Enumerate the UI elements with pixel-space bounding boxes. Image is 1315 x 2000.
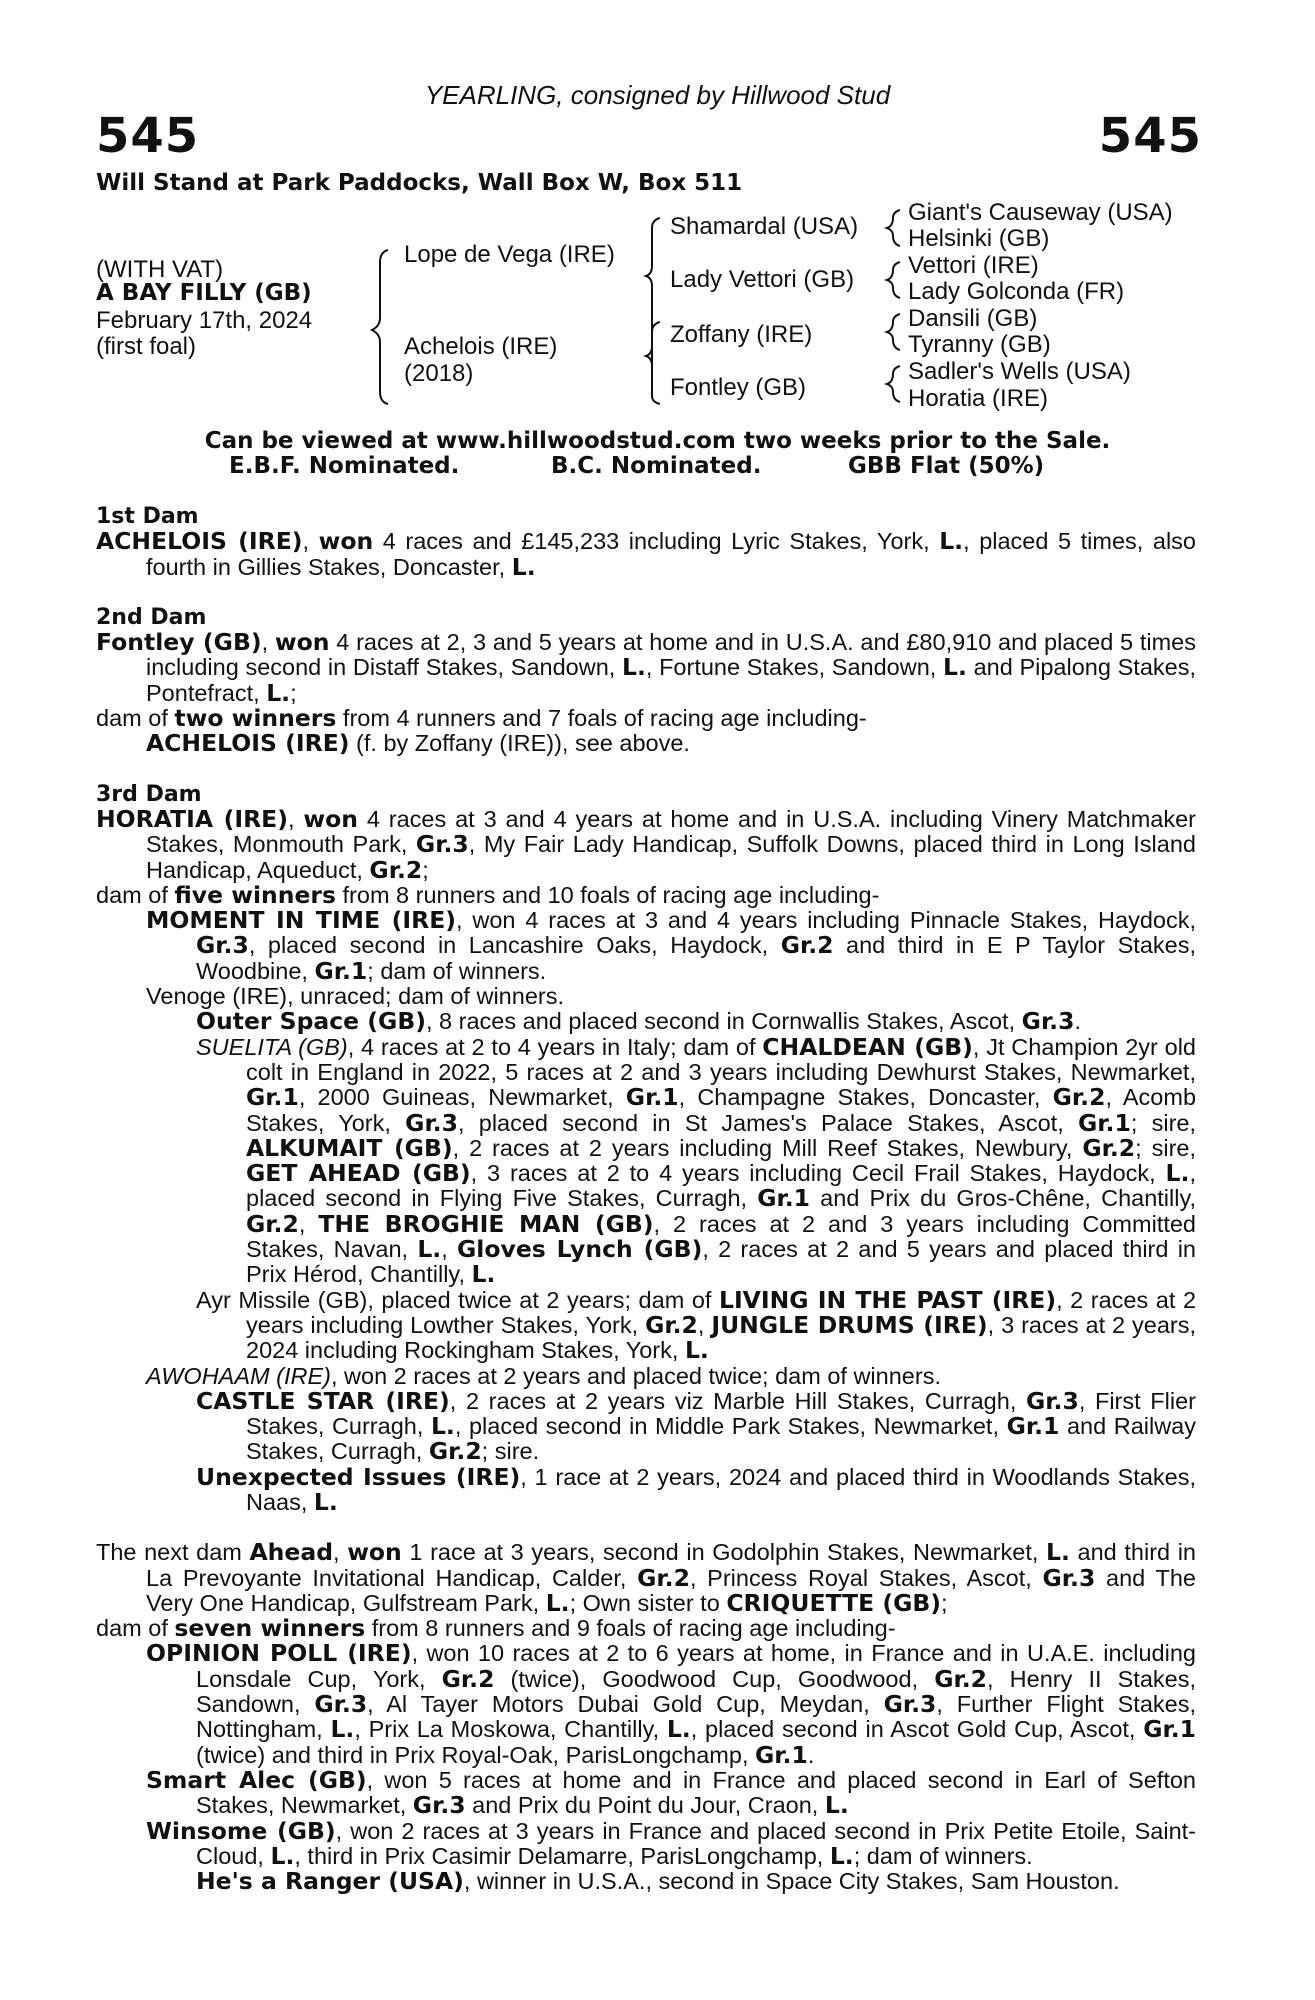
pedigree-sss: Giant's Causeway (USA) bbox=[908, 199, 1173, 226]
produce-hes-a-ranger: He's a Ranger (USA), winner in U.S.A., second in Space City Stakes, Sam Houston. bbox=[196, 1867, 1120, 1896]
produce-moment-in-time: MOMENT IN TIME (IRE), won 4 races at 3 and 4 years including Pinnacle Stakes, Haydock, Gr.3, placed second in Lancashire Oaks, Haydock, Gr.2 and third in E P Taylor Stakes, Woodbine, Gr.1; dam of winners. bbox=[146, 906, 1196, 985]
consignor-line: YEARLING, consigned by Hillwood Stud bbox=[424, 80, 891, 110]
section-heading-3rd-dam: 3rd Dam bbox=[96, 781, 202, 807]
pedigree-dss: Dansili (GB) bbox=[908, 305, 1038, 332]
produce-unexpected-issues: Unexpected Issues (IRE), 1 race at 2 years, 2024 and placed third in Woodlands Stakes, Naas, L. bbox=[196, 1462, 1196, 1516]
lot-number-right: 545 bbox=[1098, 108, 1202, 164]
pedigree-dam: Achelois (IRE) bbox=[404, 333, 558, 360]
third-dam-produce: dam of five winners from 8 runners and 10 foals of racing age including- bbox=[96, 880, 880, 909]
pedigree-dsd: Tyranny (GB) bbox=[908, 331, 1051, 358]
section-heading-1st-dam: 1st Dam bbox=[96, 504, 199, 529]
bc-nomination: B.C. Nominated. bbox=[551, 453, 762, 479]
pedigree-ddd: Horatia (IRE) bbox=[908, 385, 1049, 412]
pedigree-sd: Lady Vettori (GB) bbox=[670, 266, 855, 293]
viewing-note: Can be viewed at www.hillwoodstud.com two weeks prior to the Sale. bbox=[204, 428, 1111, 454]
pedigree-ssd: Helsinki (GB) bbox=[908, 225, 1050, 252]
produce-record bbox=[96, 504, 1196, 1894]
pedigree-ds: Zoffany (IRE) bbox=[670, 321, 813, 348]
pedigree-dd: Fontley (GB) bbox=[670, 374, 807, 401]
produce-winsome: Winsome (GB), won 2 races at 3 years in France and placed second in Prix Petite Etoile, Saint-Cloud, L., third in Prix Casimir Delamarre, ParisLongchamp, L.; dam of winners. bbox=[146, 1816, 1196, 1870]
produce-achelois: ACHELOIS (IRE) (f. by Zoffany (IRE)), see above. bbox=[146, 729, 690, 758]
third-dam-record: HORATIA (IRE), won 4 races at 3 and 4 years at home and in U.S.A. including Vinery Matchmaker Stakes, Monmouth Park, Gr.3, My Fair Lady Handicap, Suffolk Downs, placed third in Long Island Handicap, Aqueduct, Gr.2; bbox=[96, 804, 1196, 884]
produce-venoge: Venoge (IRE), unraced; dam of winners. bbox=[146, 983, 564, 1010]
produce-opinion-poll: OPINION POLL (IRE), won 10 races at 2 to 6 years at home, in France and in U.A.E. including Lonsdale Cup, York, Gr.2 (twice), Goodwood Cup, Goodwood, Gr.2, Henry II Stakes, Sandown, Gr.3, Al Tayer Motors Dubai Gold Cup, Meydan, Gr.3, Further Flight Stakes, Nottingham, L., Prix La Moskowa, Chantilly, L., placed second in Ascot Gold Cup, Ascot, Gr.1 (twice) and third in Prix Royal-Oak, ParisLongchamp, Gr.1. bbox=[146, 1639, 1197, 1769]
second-dam-produce: dam of two winners from 4 runners and 7 foals of racing age including- bbox=[96, 704, 867, 733]
pedigree-dam-year: (2018) bbox=[404, 360, 474, 387]
produce-suelita: SUELITA (GB), 4 races at 2 to 4 years in Italy; dam of CHALDEAN (GB), Jt Champion 2yr old colt in England in 2022, 5 races at 2 and 3 years including Dewhurst Stakes, Newmarket, Gr.1, 2000 Guineas, Newmarket, Gr.1, Champagne Stakes, Doncaster, Gr.2, Acomb Stakes, York, Gr.3, placed second in St James's Palace Stakes, Ascot, Gr.1; sire, ALKUMAIT (GB), 2 races at 2 years including Mill Reef Stakes, Newbury, Gr.2; sire, GET AHEAD (GB), 3 races at 2 to 4 years including Cecil Frail Stakes, Haydock, L., placed second in Flying Five Stakes, Curragh, Gr.1 and Prix du Gros-Chêne, Chantilly, Gr.2, THE BROGHIE MAN (GB), 2 races at 2 and 3 years including Committed Stakes, Navan, L., Gloves Lynch (GB), 2 races at 2 and 5 years and placed third in Prix Hérod, Chantilly, L. bbox=[196, 1032, 1197, 1289]
pedigree-sds: Vettori (IRE) bbox=[908, 252, 1039, 279]
section-heading-2nd-dam: 2nd Dam bbox=[96, 604, 207, 630]
pedigree-sdd: Lady Golconda (FR) bbox=[908, 278, 1125, 305]
next-dam-record: The next dam Ahead, won 1 race at 3 years, second in Godolphin Stakes, Newmarket, L. and third in La Prevoyante Invitational Handicap, Calder, Gr.2, Princess Royal Stakes, Ascot, Gr.3 and The Very One Handicap, Gulfstream Park, L.; Own sister to CRIQUETTE (GB); bbox=[96, 1538, 1196, 1617]
produce-smart-alec: Smart Alec (GB), won 5 races at home and in France and placed second in Earl of Sefton Stakes, Newmarket, Gr.3 and Prix du Point du Jour, Craon, L. bbox=[146, 1765, 1196, 1820]
next-dam-produce: dam of seven winners from 8 runners and 9 foals of racing age including- bbox=[96, 1614, 896, 1643]
ebf-nomination: E.B.F. Nominated. bbox=[229, 453, 460, 479]
produce-castle-star: CASTLE STAR (IRE), 2 races at 2 years viz Marble Hill Stakes, Curragh, Gr.3, First Flier Stakes, Curragh, L., placed second in Middle Park Stakes, Newmarket, Gr.1 and Railway Stakes, Curragh, Gr.2; sire. bbox=[196, 1386, 1197, 1466]
produce-outer-space: Outer Space (GB), 8 races and placed second in Cornwallis Stakes, Ascot, Gr.3. bbox=[196, 1007, 1081, 1036]
lot-number-left: 545 bbox=[96, 108, 200, 164]
stand-location: Will Stand at Park Paddocks, Wall Box W, Box 511 bbox=[96, 170, 743, 196]
produce-ayr-missile: Ayr Missile (GB), placed twice at 2 years; dam of LIVING IN THE PAST (IRE), 2 races at 2 years including Lowther Stakes, York, Gr.2, JUNGLE DRUMS (IRE), 3 races at 2 years, 2024 including Rockingham Stakes, York, L. bbox=[196, 1285, 1197, 1365]
second-dam-record: Fontley (GB), won 4 races at 2, 3 and 5 years at home and in U.S.A. and £80,910 and placed 5 times including second in Distaff Stakes, Sandown, L., Fortune Stakes, Sandown, L. and Pipalong Stakes, Pontefract, L.; bbox=[96, 628, 1196, 707]
horse-name: A BAY FILLY (GB) bbox=[96, 280, 312, 306]
pedigree-sire: Lope de Vega (IRE) bbox=[404, 241, 615, 268]
produce-awohaam: AWOHAAM (IRE), won 2 races at 2 years and placed twice; dam of winners. bbox=[146, 1362, 941, 1389]
horse-dob: February 17th, 2024 bbox=[96, 307, 313, 334]
foal-note: (first foal) bbox=[96, 333, 197, 360]
first-dam-record: ACHELOIS (IRE), won 4 races and £145,233 including Lyric Stakes, York, L., placed 5 times, also fourth in Gillies Stakes, Doncaster, L. bbox=[96, 527, 1196, 581]
vat-note: (WITH VAT) bbox=[96, 256, 224, 283]
gbb-note: GBB Flat (50%) bbox=[848, 453, 1045, 479]
pedigree-ss: Shamardal (USA) bbox=[670, 213, 859, 240]
pedigree-dds: Sadler's Wells (USA) bbox=[908, 358, 1131, 385]
